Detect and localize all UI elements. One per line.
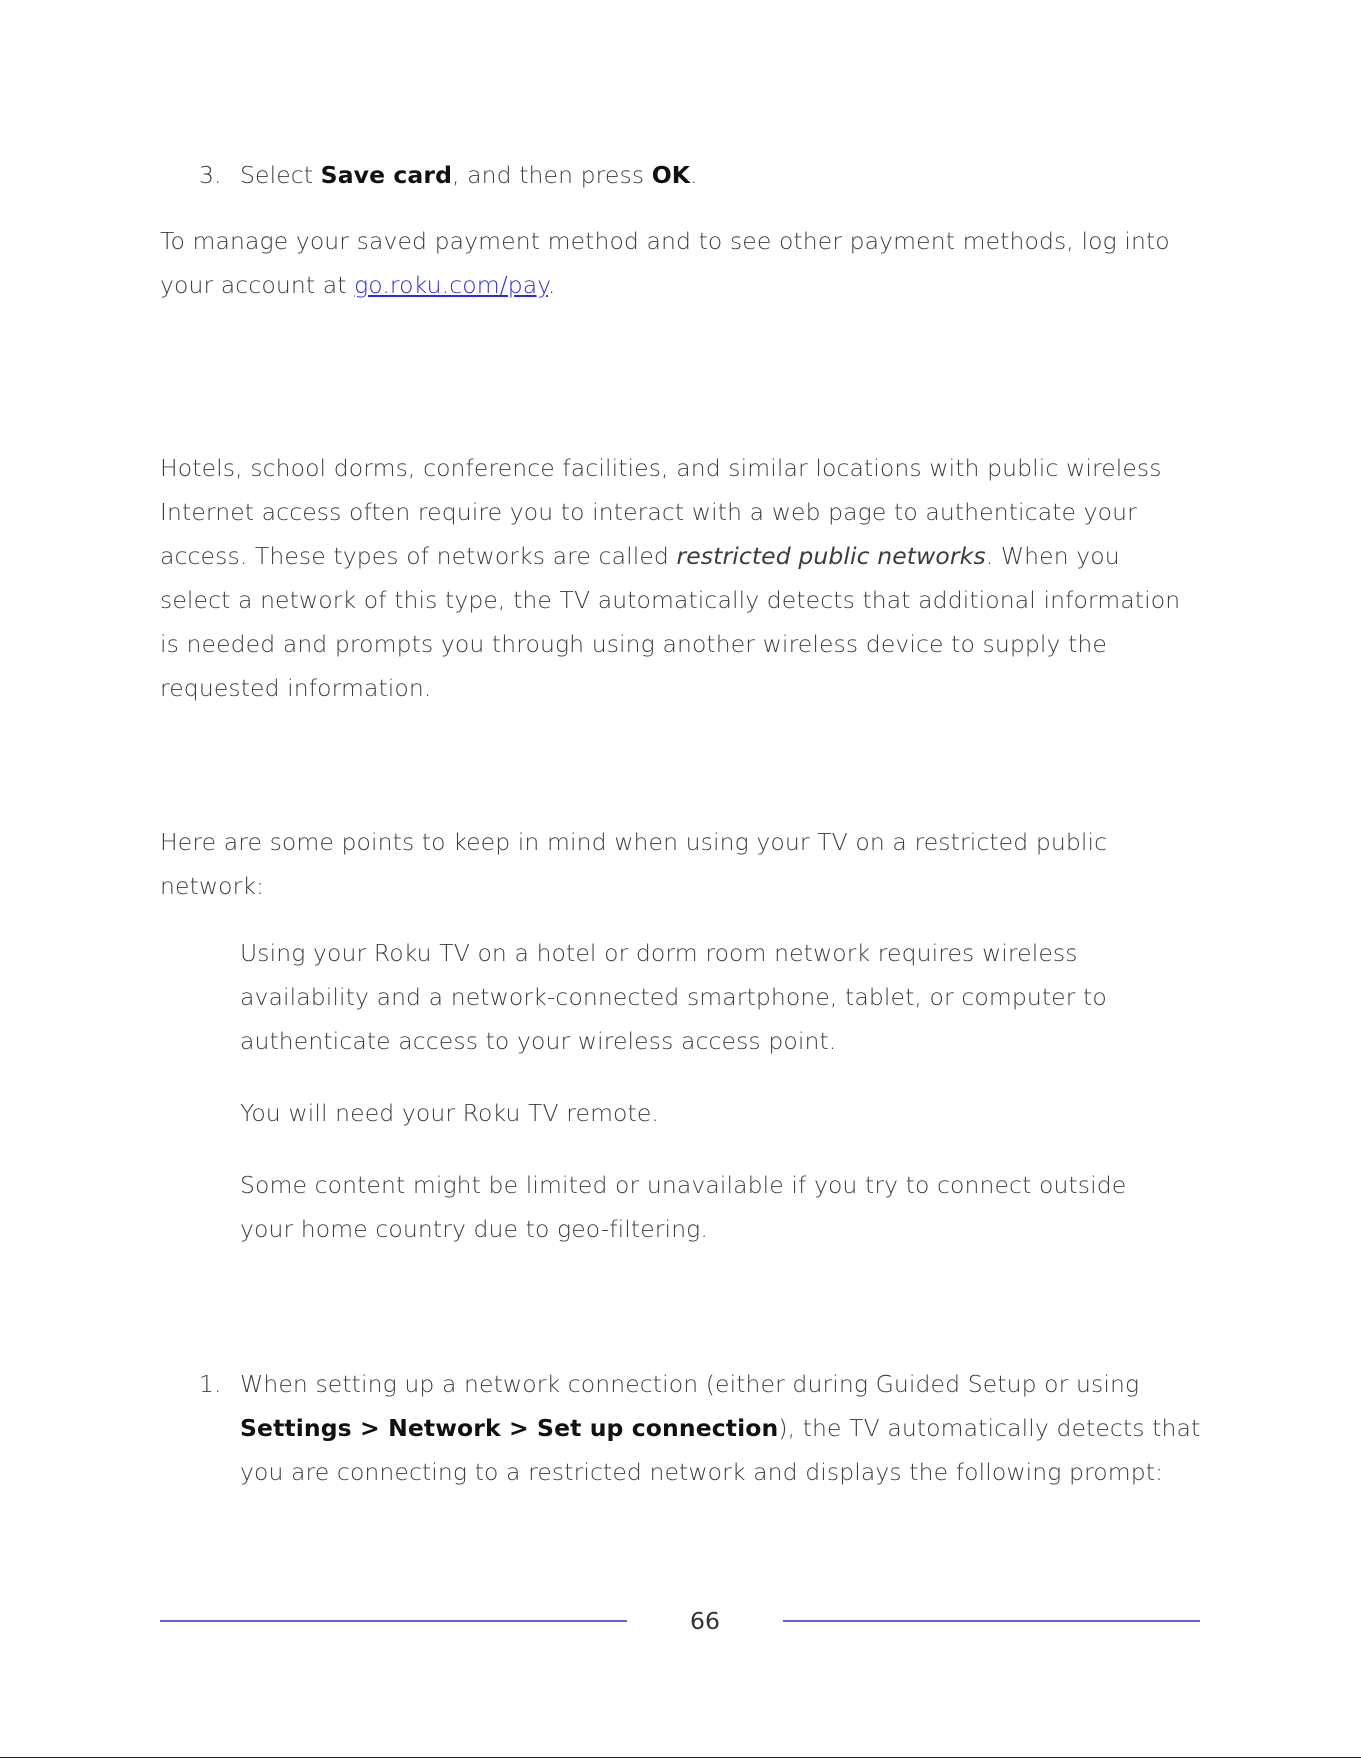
manage-paragraph-line: your account at go.roku.com/pay. xyxy=(160,271,556,299)
bullet-line: You will need your Roku TV remote. xyxy=(240,1099,659,1127)
page-bottom-edge xyxy=(0,1757,1361,1758)
hotels-paragraph-line: requested information. xyxy=(160,674,432,702)
settings-path-label: Settings > Network > Set up connection xyxy=(240,1414,779,1442)
bullet-line: availability and a network-connected smartphone, tablet, or computer to xyxy=(240,983,1107,1011)
step-number: 1. xyxy=(199,1370,222,1398)
footer-rule-right xyxy=(783,1620,1200,1622)
bullet-line: your home country due to geo-filtering. xyxy=(240,1215,708,1243)
hotels-paragraph-line: select a network of this type, the TV automatically detects that additional information xyxy=(160,586,1181,614)
hotels-paragraph-line: access. These types of networks are called restricted public networks. When you xyxy=(160,542,1120,570)
step-number: 3. xyxy=(199,161,222,189)
step-3-text: Select Save card, and then press OK. xyxy=(240,161,698,189)
page-number: 66 xyxy=(690,1607,720,1635)
step-1-line: When setting up a network connection (either during Guided Setup or using xyxy=(240,1370,1140,1398)
bullet-line: Some content might be limited or unavailable if you try to connect outside xyxy=(240,1171,1127,1199)
hotels-paragraph-line: Internet access often require you to interact with a web page to authenticate your xyxy=(160,498,1137,526)
restricted-networks-term: restricted public networks xyxy=(676,542,986,570)
points-intro-line: Here are some points to keep in mind when using your TV on a restricted public xyxy=(160,828,1108,856)
bullet-line: authenticate access to your wireless access point. xyxy=(240,1027,837,1055)
points-intro-line: network: xyxy=(160,872,265,900)
hotels-paragraph-line: is needed and prompts you through using another wireless device to supply the xyxy=(160,630,1107,658)
step-1-line: you are connecting to a restricted network and displays the following prompt: xyxy=(240,1458,1164,1486)
manage-paragraph-line: To manage your saved payment method and to see other payment methods, log into xyxy=(160,227,1170,255)
footer-rule-left xyxy=(160,1620,627,1622)
ok-label: OK xyxy=(651,161,691,189)
save-card-label: Save card xyxy=(320,161,452,189)
bullet-line: Using your Roku TV on a hotel or dorm room network requires wireless xyxy=(240,939,1078,967)
step-1-line: Settings > Network > Set up connection), the TV automatically detects that xyxy=(240,1414,1201,1442)
pay-link[interactable]: go.roku.com/pay xyxy=(354,271,548,299)
hotels-paragraph-line: Hotels, school dorms, conference facilities, and similar locations with public wireless xyxy=(160,454,1162,482)
